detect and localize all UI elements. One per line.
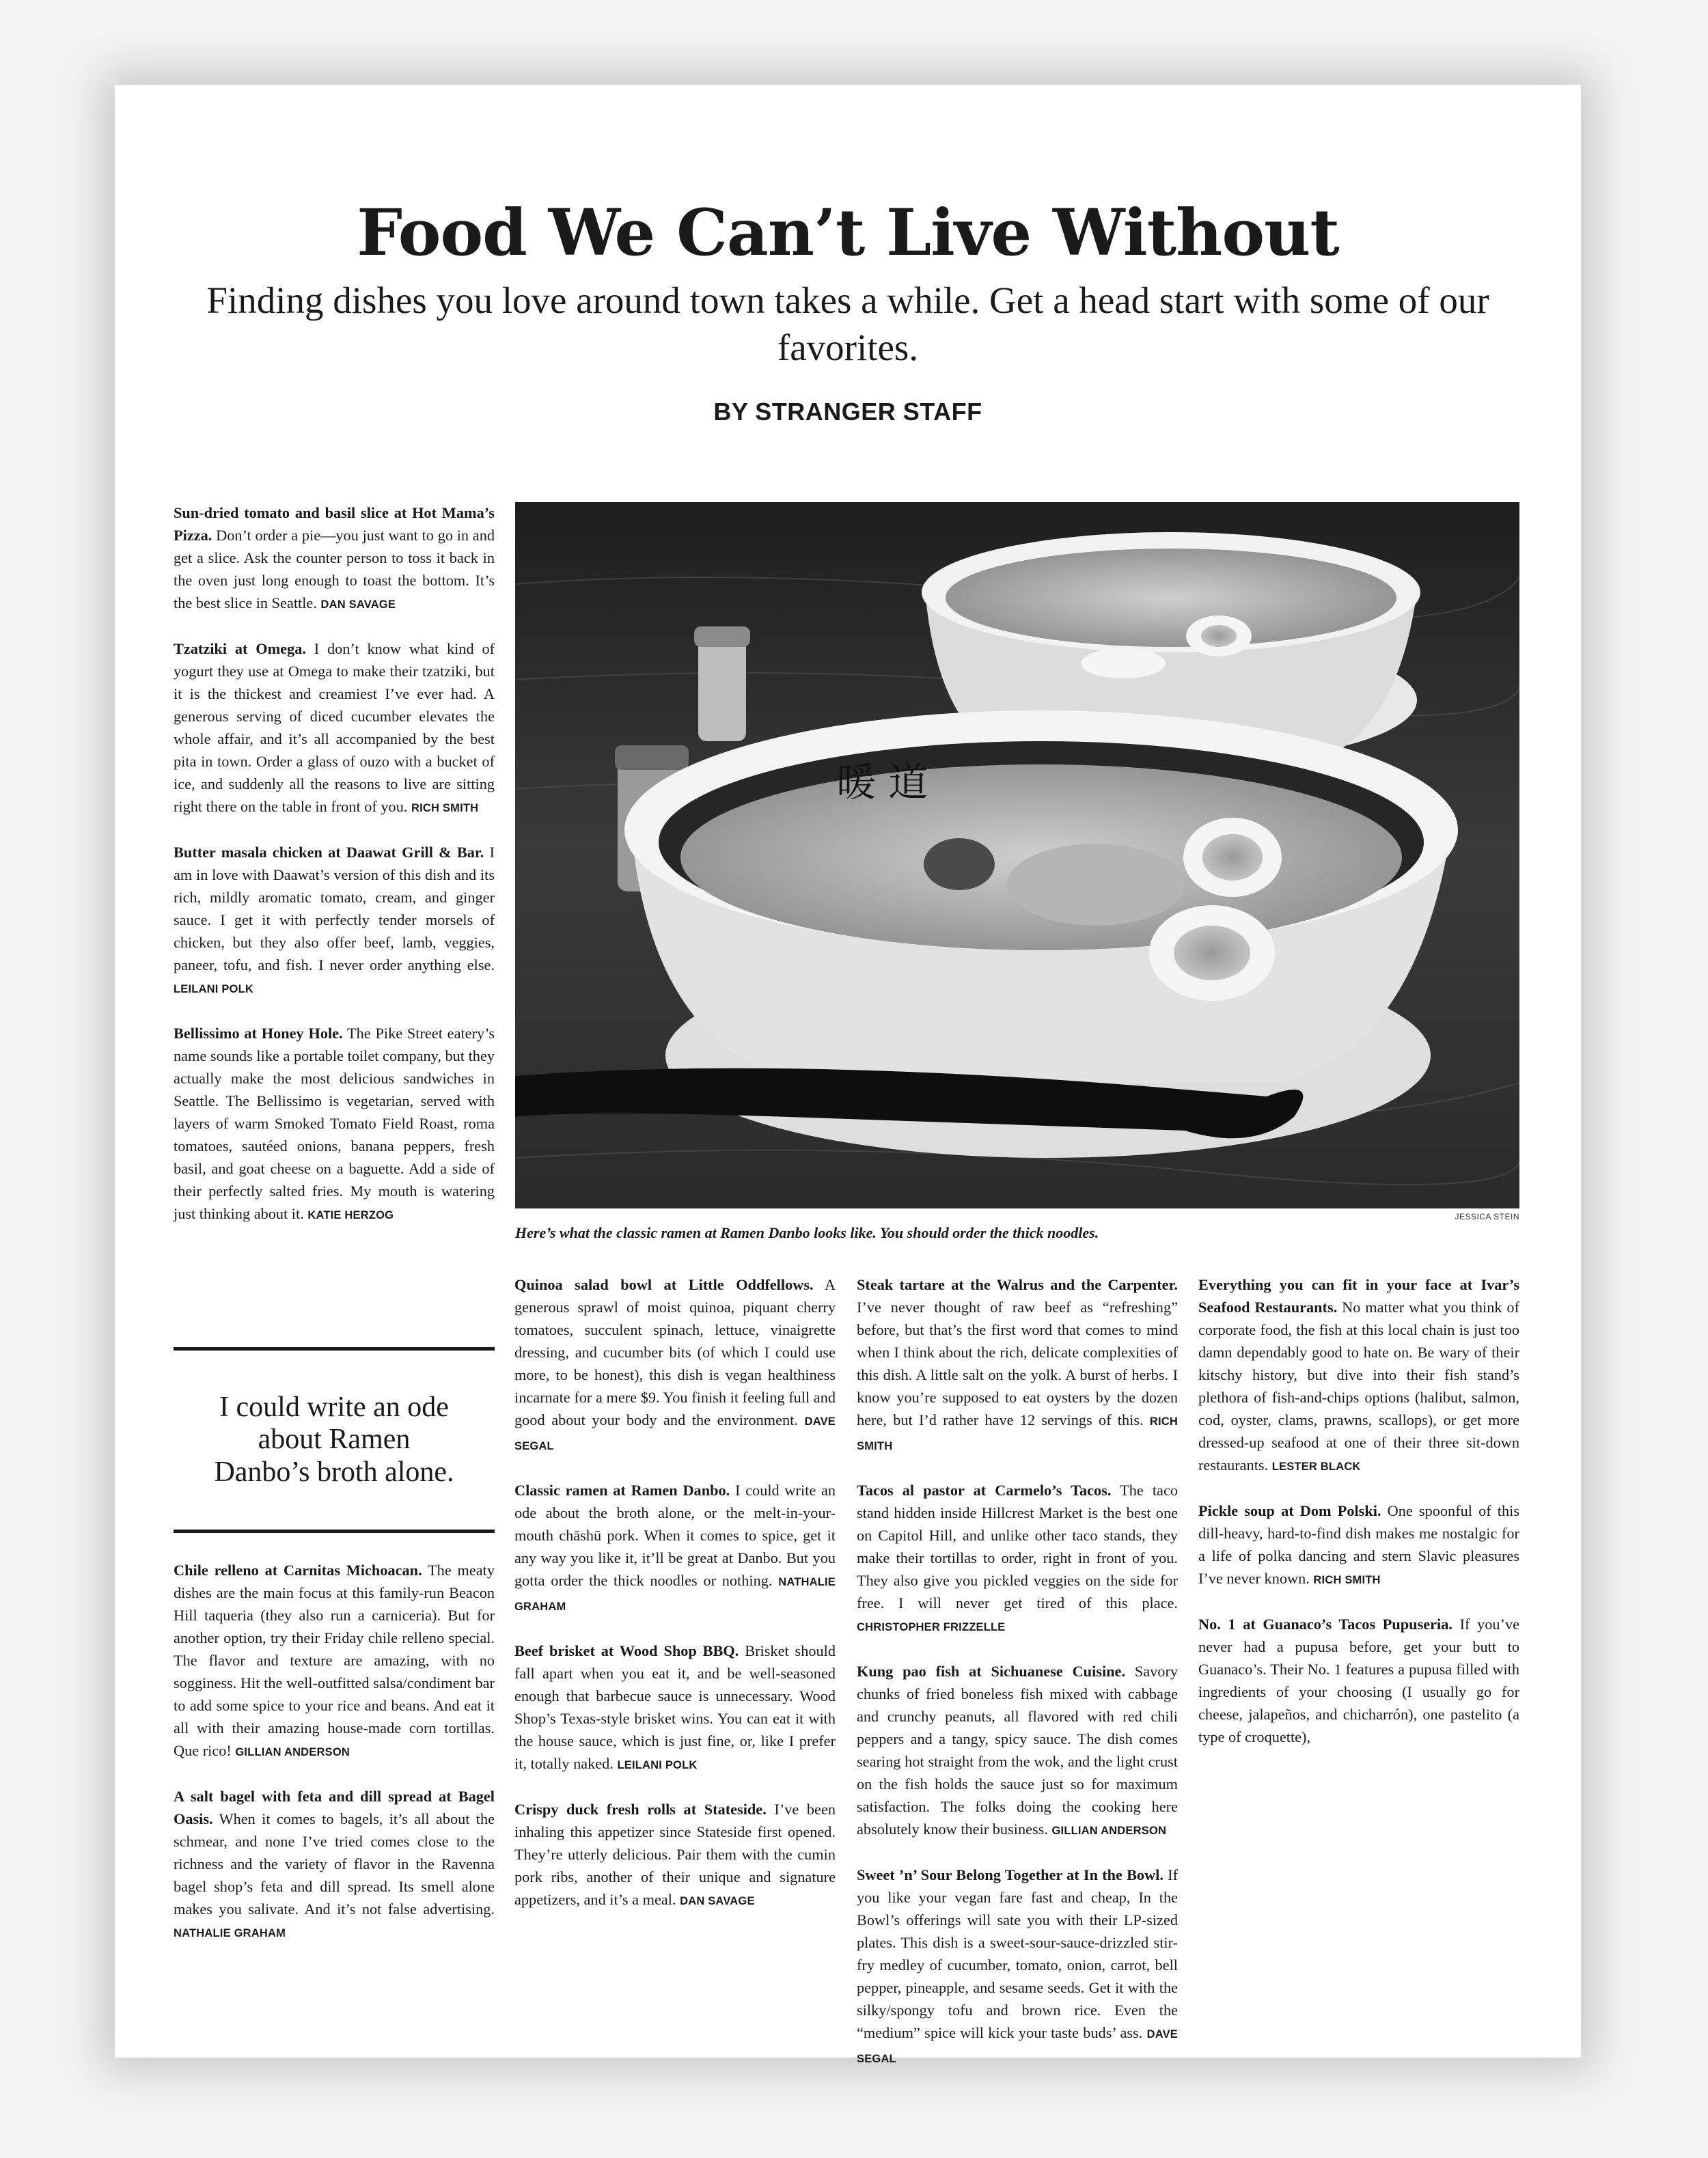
entry-body: The meaty dishes are the main focus at this family-run Beacon Hill taqueria (they also run a carniceria). But for another option, try their Friday chile relleno special. The flavor and texture are amazing, with no sogginess. Hit the well-outfitted salsa/condiment bar to add some spice to your rice and beans. And eat it all with their amazing house-made corn tortillas. Que rico! — [174, 1562, 495, 1759]
entry-body: I am in love with Daawat’s version of this dish and its rich, mildly aromatic tomato, cream, and ginger sauce. I get it with perfectly tender morsels of chicken, but they also offer beef, lamb, veggies, paneer, tofu, and fish. I never order anything else. — [174, 844, 495, 973]
ramen-photo — [515, 502, 1519, 1208]
entry-author: CHRISTOPHER FRIZZELLE — [857, 1621, 1006, 1633]
entry-author: LEILANI POLK — [617, 1759, 698, 1771]
entry-author: LEILANI POLK — [174, 983, 253, 995]
entry-lead: Crispy duck fresh rolls at Stateside. — [514, 1801, 767, 1818]
entry — [1198, 1273, 1519, 1478]
entry — [514, 1479, 836, 1618]
entry — [857, 1273, 1178, 1458]
entry-lead: Chile relleno at Carnitas Michoacan. — [174, 1562, 422, 1579]
entry-author: DAVE SEGAL — [514, 1415, 836, 1452]
entry-author: RICH SMITH — [1313, 1574, 1381, 1586]
photo-credit: JESSICA STEIN — [1455, 1212, 1519, 1221]
entry-body: I’ve never thought of raw beef as “refreshing” before, but that’s the first word that comes to mind when I think about the rich, delicate complexities of this dish. A little salt on the yolk. A burst of herbs. I know you’re supposed to eat oysters by the dozen here, but I’d rather have 12 servings of this. — [857, 1299, 1178, 1428]
photo-caption: Here’s what the classic ramen at Ramen Danbo looks like. You should order the thick noodles. — [515, 1224, 1099, 1241]
entry-author: DAVE SEGAL — [857, 2028, 1178, 2065]
column-2 — [514, 1273, 836, 1934]
entry-lead: No. 1 at Guanaco’s Tacos Pupuseria. — [1198, 1616, 1452, 1633]
column-3 — [857, 1273, 1178, 2092]
entry-body: The taco stand hidden inside Hillcrest Market is the best one on Capitol Hill, and unlike other taco stands, they make their tortillas to order, right in front of you. They also give you pickled veggies on the side for free. I will never get tired of this place. — [857, 1482, 1178, 1611]
entry — [857, 1864, 1178, 2071]
entry-author: LESTER BLACK — [1271, 1461, 1361, 1473]
magazine-page — [115, 85, 1581, 2065]
pull-quote — [174, 1347, 495, 1533]
entry-lead: Classic ramen at Ramen Danbo. — [514, 1482, 730, 1499]
entry-author: DAN SAVAGE — [680, 1895, 755, 1907]
entry — [174, 1785, 495, 1945]
dek: Finding dishes you love around town takes a while. Get a head start with some of our favorites. — [206, 279, 1489, 368]
entry-author: RICH SMITH — [411, 802, 479, 814]
entry-body: I don’t know what kind of yogurt they use at Omega to make their tzatziki, but it is the thickest and creamiest I’ve ever had. A generous serving of diced cucumber elevates the whole affair, and it’s all accompanied by the best pita in town. Order a glass of ouzo with a bucket of ice, and suddenly all the reasons to live are sitting right there on the table in front of you. — [174, 640, 495, 815]
entry — [857, 1660, 1178, 1842]
entry-lead: Bellissimo at Honey Hole. — [174, 1025, 343, 1042]
entry-lead: Tzatziki at Omega. — [174, 640, 306, 657]
entry-author: NATHALIE GRAHAM — [514, 1576, 836, 1613]
entry-author: NATHALIE GRAHAM — [174, 1927, 286, 1939]
entry-author: KATIE HERZOG — [307, 1209, 394, 1221]
entry-author: DAN SAVAGE — [320, 598, 396, 611]
entry — [1198, 1499, 1519, 1592]
entry — [174, 1022, 495, 1227]
headline: Food We Can’t Live Without — [357, 195, 1339, 271]
bowl-lettering: 暖 道 — [836, 759, 928, 805]
entry-body: Don’t order a pie—you just want to go in and get a slice. Ask the counter person to toss it back in the oven just long enough to toast the bottom. It’s the best slice in Seattle. — [174, 527, 495, 611]
entry-body: A generous sprawl of moist quinoa, piquant cherry tomatoes, succulent spinach, lettuce, vinaigrette dressing, and cucumber bits (of which I could use more, to be honest), this dish is vegan healthiness incarnate for a mere $9. You finish it feeling full and good about your body and the environment. — [514, 1276, 836, 1428]
entry — [1198, 1613, 1519, 1750]
column-1-top — [174, 501, 495, 1248]
entry-body: I’ve been inhaling this appetizer since Stateside first opened. They’re utterly delicious. Pair them with the cumin pork ribs, another of their unique and signature appetizers, and it’s a meal. — [514, 1801, 836, 1908]
entry-author: GILLIAN ANDERSON — [1051, 1825, 1167, 1837]
ramen-illustration — [515, 502, 1519, 1208]
entry-body: If you like your vegan fare fast and cheap, In the Bowl’s offerings will sate you with their LP-sized plates. This dish is a sweet-sour-sauce-drizzled stir-fry medley of cucumber, tomato, onion, carrot, bell pepper, pineapple, and sesame seeds. Get it with the silky/spongy tofu and brown rice. Even the “medium” spice will kick your taste buds’ ass. — [857, 1866, 1179, 2041]
entry-body: I could write an ode about the broth alone, or the melt-in-your-mouth chāshū pork. When it comes to spice, get it any way you like it, it’ll be great at Danbo. But you gotta order the thick noodles or nothing. — [514, 1482, 836, 1589]
entry — [174, 1559, 495, 1764]
entry-lead: Quinoa salad bowl at Little Oddfellows. — [514, 1276, 814, 1293]
entry — [857, 1479, 1178, 1639]
entry-body: Brisket should fall apart when you eat it, and be well-seasoned enough that barbecue sauce is unnecessary. Wood Shop’s Texas-style brisket wins. You can eat it with the house sauce, which is just fine, or, like I prefer it, totally naked. — [514, 1642, 836, 1772]
entry-author: GILLIAN ANDERSON — [235, 1746, 350, 1758]
entry-lead: Sweet ’n’ Sour Belong Together at In the Bowl. — [857, 1866, 1163, 1883]
entry-lead: A salt bagel with feta and dill spread at Bagel Oasis. — [174, 1788, 495, 1827]
entry-body: No matter what you think of corporate food, the fish at this local chain is just too damn dependably good to hate on. Be wary of their kitschy history, but dive into their fish stand’s plethora of fish-and-chips options (halibut, salmon, cod, oyster, clams, prawns, scallops), or get more dressed-up seafood at one of their three sit-down restaurants. — [1198, 1299, 1519, 1474]
entry-body: Savory chunks of fried boneless fish mixed with cabbage and crunchy peanuts, all flavored with red chili peppers and a tangy, spicy sauce. The dish comes searing hot straight from the wok, and the light crust on the fish holds the sauce just so for maximum satisfaction. The folks doing the cooking here absolutely know their business. — [857, 1663, 1179, 1838]
entry-lead: Tacos al pastor at Carmelo’s Tacos. — [857, 1482, 1112, 1499]
entry-lead: Everything you can fit in your face at Ivar’s Seafood Restaurants. — [1198, 1276, 1519, 1316]
entry — [174, 637, 495, 820]
entry-lead: Kung pao fish at Sichuanese Cuisine. — [857, 1663, 1126, 1680]
entry-body: One spoonful of this dill-heavy, hard-to-find dish makes me nostalgic for a life of polka dancing and stern Slavic pleasures I’ve never known. — [1198, 1502, 1519, 1587]
entry-lead: Butter masala chicken at Daawat Grill & Bar. — [174, 844, 484, 861]
entry — [174, 841, 495, 1001]
entry-author: RICH SMITH — [857, 1415, 1178, 1452]
entry — [174, 501, 495, 616]
entry — [514, 1273, 836, 1458]
entry-lead: Pickle soup at Dom Polski. — [1198, 1502, 1381, 1519]
entry-body: If you’ve never had a pupusa before, get your butt to Guanaco’s. Their No. 1 features a pupusa filled with ingredients of your choosing (I usually go for cheese, jalapeños, and chicharrón), one pastelito (a type of croquette), — [1198, 1616, 1520, 1745]
entry — [514, 1798, 836, 1913]
entry-body: When it comes to bagels, it’s all about the schmear, and none I’ve tried comes close to the richness and the variety of flavor in the Ravenna bagel shop’s feta and dill spread. Its smell alone makes you salivate. And it’s not false advertising. — [174, 1810, 495, 1918]
entry-lead: Sun-dried tomato and basil slice at Hot Mama’s Pizza. — [174, 504, 495, 544]
entry-lead: Steak tartare at the Walrus and the Carpenter. — [857, 1276, 1178, 1293]
entry-body: The Pike Street eatery’s name sounds like a portable toilet company, but they actually make the most delicious sandwiches in Seattle. The Bellissimo is vegetarian, served with layers of warm Smoked Tomato Field Roast, roma tomatoes, sautéed onions, banana peppers, fresh basil, and goat cheese on a baguette. Add a side of their perfectly salted fries. My mouth is watering just thinking about it. — [174, 1025, 495, 1222]
column-1-bottom — [174, 1559, 495, 1966]
entry — [514, 1640, 836, 1777]
byline: BY STRANGER STAFF — [713, 398, 982, 426]
column-4 — [1198, 1273, 1519, 1771]
pull-quote-text: I could write an ode about Ramen Danbo’s broth alone. — [214, 1392, 454, 1488]
entry-lead: Beef brisket at Wood Shop BBQ. — [514, 1642, 739, 1659]
